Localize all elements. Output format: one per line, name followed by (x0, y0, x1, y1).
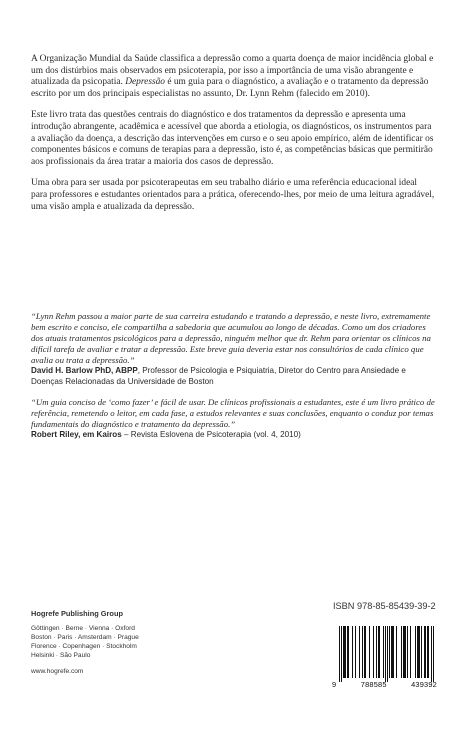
barcode-bar (396, 626, 397, 678)
barcode-bar (379, 626, 380, 678)
barcode-bar (391, 626, 392, 678)
review-attribution (31, 366, 435, 387)
barcode-bar (387, 626, 388, 682)
barcode-bar (392, 626, 393, 678)
barcode-bar (427, 626, 428, 678)
reviewer-name: Robert Riley, em Kairos (31, 430, 122, 440)
cities-line: Boston · Paris · Amsterdam · Prague (31, 634, 139, 641)
isbn-barcode (332, 624, 437, 691)
barcode-bar (352, 626, 353, 678)
barcode-bar (383, 626, 384, 678)
cities-line: Florence · Copenhagen · Stockholm (31, 643, 137, 650)
barcode-bar (376, 626, 377, 678)
barcode-bar (347, 626, 348, 678)
barcode-bar (362, 626, 363, 678)
paragraph-2: Este livro trata das questões centrais do diagnóstico e dos tratamentos da depressão e apresenta uma introdução abrangente, acadêmica e acessível que aborda a etiologia, os diagnósticos, os instrumentos para a avaliação da doença, a descrição das intervenções em curso e o seu apoio empírico, além de identificar os componentes básicos e comuns de terapias para a depressão, isto é, as competências básicas que permitirão aos profissionais da área tratar a maioria dos casos de depressão. (31, 110, 434, 167)
paragraph-1-start: A Organização Mundial da Saúde classifica a depressão como a quarta doença de maior incidência global e um dos distúrbios mais observados em psicoterapia, por isso a importância de uma visão abrangente e atualizada da psicopatia. (31, 54, 434, 88)
reviewer-affiliation: , Professor de Psicologia e Psiquiatria, Diretor do Centro para Ansiedade e Doenças Relacionadas da Universidade de Boston (31, 366, 406, 386)
publisher-cities (31, 624, 231, 660)
review (31, 311, 435, 387)
barcode-digits (332, 680, 437, 689)
reviewer-name: David H. Barlow PhD, ABPP (31, 366, 138, 375)
barcode-digit-group: 788585 (360, 680, 387, 689)
barcode-bar (393, 626, 394, 678)
reviewer-affiliation: – Revista Eslovena de Psicoterapia (vol. 4, 2010) (121, 430, 301, 440)
review-quote: “Lynn Rehm passou a maior parte de sua carreira estudando e tratando a depressão, e neste livro, extremamente bem escrito e conciso, ele compartilha a sabedoria que acumulou ao longo de décadas. Como um dos criadores dos atuais tratamentos psicológicos para a depressão, ninguém melhor que dr. Rehm para orientar os clínicos na difícil tarefa de avaliar e tratar a depressão. Este breve guia deveria estar nos consultórios de cada clínico que avalia ou trata a depressão.” (31, 311, 431, 365)
paragraph-1 (31, 54, 435, 100)
cities-line: Göttingen · Berne · Vienna · Oxford (31, 625, 135, 632)
barcode-bar (341, 626, 342, 682)
barcode-bar (418, 626, 419, 678)
barcode-bar (369, 626, 370, 678)
cities-line: Helsinki · São Paulo (31, 652, 91, 659)
barcode-bar (410, 626, 411, 678)
barcode-bar (344, 626, 345, 678)
barcode-bar (417, 626, 418, 678)
review-quote: “Um guia conciso de ‘como fazer’ e fácil de usar. De clínicos profissionais a estudantes, este é um livro prático de referência, remetendo o leitor, em cada fase, a estudos relevantes e suas conclusões, enquanto o conduz por temas fundamentais do diagnóstico e tratamento da depressão.” (31, 397, 435, 430)
barcode-bar (425, 626, 426, 678)
reviews (31, 311, 435, 451)
barcode-bar (433, 626, 434, 682)
review-attribution (31, 430, 435, 441)
barcode-digit-group: 9 (332, 680, 337, 689)
description (31, 54, 435, 223)
barcode-bar (343, 626, 344, 678)
barcode-digit-group: 439392 (411, 680, 437, 689)
barcode-bar (428, 626, 429, 678)
barcode-bar (373, 626, 374, 678)
barcode-bar (424, 626, 425, 678)
paragraph-1-end: é um guia para o diagnóstico, a avaliação e o tratamento da depressão escrito por um dos principais especialistas no assunto, Dr. Lynn Rehm (falecido em 2010). (31, 77, 429, 99)
publisher-name: Hogrefe Publishing Group (31, 609, 123, 618)
barcode-bar (419, 626, 420, 678)
barcode-bar (365, 626, 366, 678)
barcode-bar (364, 626, 365, 678)
barcode-bar (345, 626, 346, 678)
publisher-website: www.hogrefe.com (31, 668, 84, 675)
barcode-bar (421, 626, 422, 678)
barcode-bar (401, 626, 402, 678)
barcode-bar (403, 626, 404, 678)
barcode-bars (332, 624, 437, 682)
barcode-bar (348, 626, 349, 678)
barcode-bar (385, 626, 386, 682)
barcode-bar (359, 626, 360, 678)
barcode-bar (389, 626, 390, 678)
barcode-bar (407, 626, 408, 678)
barcode-bar (405, 626, 406, 678)
barcode-bar (431, 626, 432, 682)
barcode-bar (339, 626, 340, 682)
paragraph-3: Uma obra para ser usada por psicoterapeutas em seu trabalho diário e uma referência educacional ideal para professores e estudantes orientados para a prática, oferecendo-lhes, por meio de uma leitura agradável, uma visão ampla e atualizada da depressão. (31, 178, 435, 212)
review (31, 397, 435, 441)
book-title-emphasis: Depressão (125, 77, 165, 88)
barcode-bar (355, 626, 356, 678)
publisher-block (31, 609, 231, 675)
barcode-bar (404, 626, 405, 678)
isbn-label: ISBN 978-85-85439-39-2 (333, 601, 436, 611)
barcode-bar (378, 626, 379, 678)
barcode-bar (415, 626, 416, 678)
